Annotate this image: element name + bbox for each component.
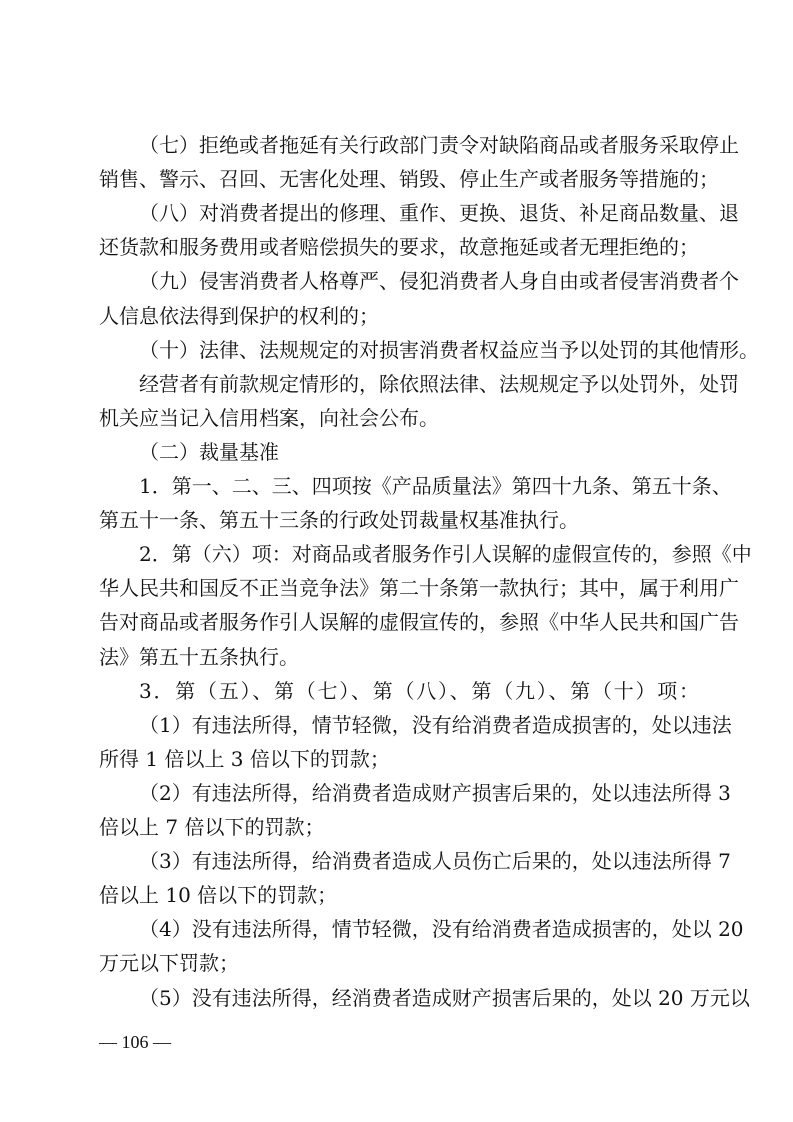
text-line: （九）侵害消费者人格尊严、侵犯消费者人身自由或者侵害消费者个	[139, 269, 739, 294]
text-line: 华人民共和国反不正当竞争法》第二十条第一款执行；其中，属于利用广	[99, 576, 739, 601]
text-line: （2）有违法所得，给消费者造成财产损害后果的，处以违法所得 3	[139, 780, 731, 805]
text-line: 2．第（六）项：对商品或者服务作引人误解的虚假宣传的，参照《中	[139, 542, 752, 567]
text-line: 机关应当记入信用档案，向社会公布。	[99, 405, 439, 430]
text-line: 倍以上 10 倍以下的罚款；	[99, 883, 338, 908]
page-number: — 106 —	[99, 1032, 171, 1052]
text-line: 倍以上 7 倍以下的罚款；	[99, 815, 325, 839]
text-line: 所得 1 倍以上 3 倍以下的罚款；	[99, 746, 390, 771]
text-line: 销售、警示、召回、无害化处理、销毁、停止生产或者服务等措施的；	[99, 167, 719, 192]
text-line: （5）没有违法所得，经消费者造成财产损害后果的，处以 20 万元以	[139, 985, 750, 1010]
text-line: （七）拒绝或者拖延有关行政部门责令对缺陷商品或者服务采取停止	[139, 133, 739, 157]
text-line: （1）有违法所得，情节轻微，没有给消费者造成损害的，处以违法	[139, 712, 732, 737]
text-line: （八）对消费者提出的修理、重作、更换、退货、补足商品数量、退	[139, 201, 739, 226]
text-line: 告对商品或者服务作引人误解的虚假宣传的，参照《中华人民共和国广告	[99, 610, 739, 635]
text-line: 3．第（五）、第（七）、第（八）、第（九）、第（十）项：	[139, 678, 699, 703]
text-line: 人信息依法得到保护的权利的；	[99, 303, 379, 328]
text-line: 还货款和服务费用或者赔偿损失的要求，故意拖延或者无理拒绝的；	[99, 235, 699, 260]
section-heading: （二）裁量基准	[139, 439, 279, 464]
text-line: 法》第五十五条执行。	[99, 644, 299, 669]
text-line: 1．第一、二、三、四项按《产品质量法》第四十九条、第五十条、	[139, 474, 732, 498]
text-line: （3）有违法所得，给消费者造成人员伤亡后果的，处以违法所得 7	[139, 849, 731, 874]
text-line: （十）法律、法规规定的对损害消费者权益应当予以处罚的其他情形。	[139, 337, 759, 362]
text-line: 万元以下罚款；	[99, 951, 239, 976]
text-line: （4）没有违法所得，情节轻微，没有给消费者造成损害的，处以 20	[139, 917, 744, 942]
text-line: 经营者有前款规定情形的，除依照法律、法规规定予以处罚外，处罚	[139, 371, 739, 396]
text-line: 第五十一条、第五十三条的行政处罚裁量权基准执行。	[99, 508, 579, 533]
